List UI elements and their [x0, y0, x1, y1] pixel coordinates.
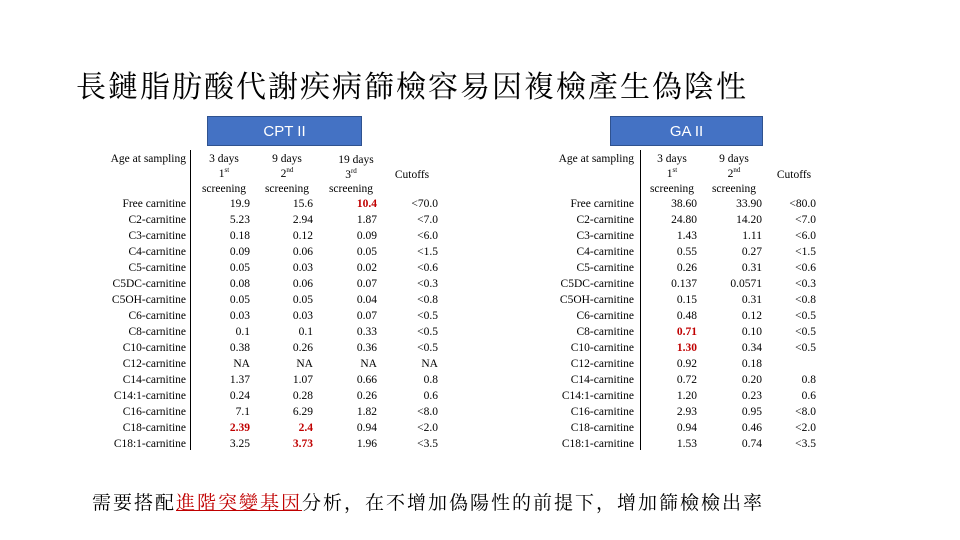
ga-cell-screening-1: 0.71	[676, 326, 697, 338]
cpt-cell-cutoff: <0.6	[417, 262, 438, 274]
ga-cell-screening-1: 0.92	[676, 358, 697, 370]
ga-divider	[640, 150, 641, 450]
ga-cell-cutoff: <0.8	[795, 294, 816, 306]
ga-cell-screening-1: 0.137	[671, 278, 697, 290]
ga-cell-cutoff: <0.5	[795, 326, 816, 338]
cpt-col3-ordinal: 3rd	[345, 167, 357, 181]
cpt-cell-screening-2: 0.03	[292, 262, 313, 274]
cpt-cell-cutoff: NA	[421, 358, 438, 370]
ga-cell-cutoff: <7.0	[795, 214, 816, 226]
ga-col1-screening: screening	[649, 183, 695, 195]
cpt-cell-screening-2: NA	[296, 358, 313, 370]
cpt-row-label: C8-carnitine	[128, 326, 186, 338]
ga-cell-screening-1: 0.48	[676, 310, 697, 322]
ga-row-label: C16-carnitine	[570, 406, 634, 418]
ga-cell-screening-2: 0.27	[741, 246, 762, 258]
ga-cell-cutoff: <2.0	[795, 422, 816, 434]
cpt-cell-screening-1: 0.1	[235, 326, 250, 338]
cpt-cell-screening-3: 0.02	[356, 262, 377, 274]
cpt-cell-cutoff: 0.6	[423, 390, 438, 402]
cpt-cell-screening-2: 15.6	[292, 198, 313, 210]
cpt-row-label: C12-carnitine	[122, 358, 186, 370]
cpt-row-label: C2-carnitine	[128, 214, 186, 226]
ga-row-label: C5-carnitine	[576, 262, 634, 274]
cpt-row-label: C16-carnitine	[122, 406, 186, 418]
cpt-cell-screening-1: 0.18	[229, 230, 250, 242]
cpt-col3-screening: screening	[328, 183, 374, 195]
ga-row-label: C14:1-carnitine	[561, 390, 634, 402]
cpt-cell-screening-1: 0.05	[229, 262, 250, 274]
ga-cell-screening-2: 0.0571	[730, 278, 762, 290]
cpt-cell-screening-3: 1.82	[356, 406, 377, 418]
ga-col2-screening: screening	[711, 183, 757, 195]
cpt-cell-screening-1: 0.24	[229, 390, 250, 402]
cpt-cell-screening-3: 0.09	[356, 230, 377, 242]
ga-cell-cutoff: <0.5	[795, 310, 816, 322]
cpt-cell-cutoff: <0.5	[417, 342, 438, 354]
ga-cell-screening-1: 0.26	[676, 262, 697, 274]
cpt-cutoffs-header: Cutoffs	[394, 169, 430, 181]
bottom-note-suffix: 分析，在不增加偽陽性的前提下，增加篩檢檢出率	[302, 492, 765, 514]
ga-cell-screening-1: 1.43	[676, 230, 697, 242]
cpt-cell-screening-3: 0.05	[356, 246, 377, 258]
cpt-cell-screening-1: 3.25	[229, 438, 250, 450]
cpt-cell-screening-2: 3.73	[292, 438, 313, 450]
cpt-cell-screening-3: 10.4	[356, 198, 377, 210]
cpt-cell-screening-1: 0.38	[229, 342, 250, 354]
ga-cell-screening-1: 24.80	[671, 214, 697, 226]
cpt-col1-screening: screening	[201, 183, 247, 195]
cpt-cell-screening-1: 7.1	[235, 406, 250, 418]
ga-cell-screening-2: 0.46	[741, 422, 762, 434]
bottom-note-prefix: 需要搭配	[92, 492, 177, 514]
cpt-cell-screening-3: 0.94	[356, 422, 377, 434]
cpt-cell-screening-1: 1.37	[229, 374, 250, 386]
ga-col1-days: 3 days	[657, 153, 687, 165]
slide-title: 長鏈脂肪酸代謝疾病篩檢容易因複檢產生偽陰性	[76, 70, 748, 105]
ga-col1-ordinal: 1st	[666, 166, 678, 180]
cpt-row-label: Free carnitine	[122, 198, 186, 210]
ga-row-label: C3-carnitine	[576, 230, 634, 242]
cpt-cell-screening-2: 0.12	[292, 230, 313, 242]
cpt-cell-cutoff: <0.5	[417, 326, 438, 338]
ga-cell-screening-1: 0.55	[676, 246, 697, 258]
cpt-cell-screening-3: 0.36	[356, 342, 377, 354]
ga-row-label: C18-carnitine	[570, 422, 634, 434]
ga-cell-cutoff: <0.6	[795, 262, 816, 274]
ga-cell-screening-2: 0.31	[741, 262, 762, 274]
ga-row-label: C10-carnitine	[570, 342, 634, 354]
cpt-row-label: C18-carnitine	[122, 422, 186, 434]
cpt-cell-screening-1: 2.39	[229, 422, 250, 434]
cpt-col2-ordinal: 2nd	[280, 166, 294, 180]
ga-cell-cutoff: 0.6	[801, 390, 816, 402]
ga-row-label: C12-carnitine	[570, 358, 634, 370]
cpt-cell-screening-2: 2.94	[292, 214, 313, 226]
ga-cell-cutoff: <3.5	[795, 438, 816, 450]
ga-cell-cutoff: <8.0	[795, 406, 816, 418]
cpt-age-header: Age at sampling	[110, 153, 186, 165]
ga-cell-cutoff: <1.5	[795, 246, 816, 258]
ga-cell-screening-1: 1.53	[676, 438, 697, 450]
bottom-note	[92, 488, 764, 515]
ga-col2-days: 9 days	[719, 153, 749, 165]
cpt-col2-days: 9 days	[272, 153, 302, 165]
ga-ii-header: GA II	[610, 116, 763, 146]
cpt-col1-ordinal: 1st	[218, 166, 230, 180]
cpt-cell-screening-2: 0.06	[292, 278, 313, 290]
ga-cell-screening-1: 1.30	[676, 342, 697, 354]
cpt-cell-screening-2: 2.4	[298, 422, 313, 434]
ga-row-label: C2-carnitine	[576, 214, 634, 226]
cpt-cell-screening-3: 0.66	[356, 374, 377, 386]
cpt-row-label: C5-carnitine	[128, 262, 186, 274]
ga-row-label: C18:1-carnitine	[561, 438, 634, 450]
cpt-cell-cutoff: <70.0	[411, 198, 438, 210]
ga-cell-screening-2: 14.20	[736, 214, 762, 226]
ga-cell-cutoff: <6.0	[795, 230, 816, 242]
cpt-row-label: C10-carnitine	[122, 342, 186, 354]
cpt-cell-screening-2: 0.06	[292, 246, 313, 258]
ga-cell-screening-2: 0.12	[741, 310, 762, 322]
cpt-cell-screening-3: 0.26	[356, 390, 377, 402]
ga-row-label: Free carnitine	[570, 198, 634, 210]
ga-row-label: C5DC-carnitine	[560, 278, 634, 290]
ga-cell-screening-2: 1.11	[742, 230, 762, 242]
cpt-cell-screening-1: 5.23	[229, 214, 250, 226]
ga-col2-ordinal: 2nd	[727, 166, 741, 180]
cpt-row-label: C18:1-carnitine	[113, 438, 186, 450]
cpt-cell-cutoff: <6.0	[417, 230, 438, 242]
cpt-cell-screening-3: 0.33	[356, 326, 377, 338]
cpt-col2-screening: screening	[264, 183, 310, 195]
ga-cell-cutoff: 0.8	[801, 374, 816, 386]
ga-cell-screening-2: 0.10	[741, 326, 762, 338]
ga-cell-screening-2: 0.18	[741, 358, 762, 370]
cpt-cell-screening-2: 0.26	[292, 342, 313, 354]
cpt-cell-screening-3: NA	[360, 358, 377, 370]
cpt-cell-cutoff: <8.0	[417, 406, 438, 418]
cpt-cell-screening-1: NA	[233, 358, 250, 370]
cpt-row-label: C3-carnitine	[128, 230, 186, 242]
cpt-col1-days: 3 days	[209, 153, 239, 165]
cpt-cell-cutoff: 0.8	[423, 374, 438, 386]
cpt-cell-screening-1: 0.05	[229, 294, 250, 306]
cpt-cell-screening-2: 0.1	[298, 326, 313, 338]
bottom-note-highlight: 進階突變基因	[176, 492, 303, 514]
cpt-cell-screening-1: 0.08	[229, 278, 250, 290]
ga-cell-screening-1: 0.94	[676, 422, 697, 434]
cpt-cell-screening-1: 19.9	[229, 198, 250, 210]
ga-row-label: C6-carnitine	[576, 310, 634, 322]
cpt-row-label: C4-carnitine	[128, 246, 186, 258]
ga-cell-screening-2: 0.95	[741, 406, 762, 418]
ga-row-label: C4-carnitine	[576, 246, 634, 258]
cpt-cell-screening-3: 1.87	[356, 214, 377, 226]
ga-row-label: C5OH-carnitine	[559, 294, 634, 306]
ga-cutoffs-header: Cutoffs	[776, 169, 812, 181]
cpt-row-label: C14:1-carnitine	[113, 390, 186, 402]
ga-cell-screening-1: 38.60	[671, 198, 697, 210]
cpt-cell-screening-2: 0.28	[292, 390, 313, 402]
cpt-ii-header: CPT II	[207, 116, 362, 146]
cpt-cell-screening-1: 0.03	[229, 310, 250, 322]
cpt-cell-screening-2: 0.03	[292, 310, 313, 322]
cpt-cell-cutoff: <1.5	[417, 246, 438, 258]
cpt-cell-screening-2: 6.29	[292, 406, 313, 418]
ga-cell-cutoff: <0.3	[795, 278, 816, 290]
ga-cell-screening-2: 0.31	[741, 294, 762, 306]
cpt-cell-cutoff: <7.0	[417, 214, 438, 226]
ga-row-label: C14-carnitine	[570, 374, 634, 386]
ga-cell-screening-1: 1.20	[676, 390, 697, 402]
cpt-col3-days: 19 days	[338, 154, 374, 166]
ga-cell-screening-2: 33.90	[736, 198, 762, 210]
cpt-row-label: C5DC-carnitine	[112, 278, 186, 290]
cpt-cell-screening-2: 0.05	[292, 294, 313, 306]
ga-cell-screening-2: 0.20	[741, 374, 762, 386]
cpt-cell-cutoff: <2.0	[417, 422, 438, 434]
ga-cell-cutoff: <0.5	[795, 342, 816, 354]
cpt-cell-cutoff: <3.5	[417, 438, 438, 450]
ga-cell-screening-1: 0.72	[676, 374, 697, 386]
cpt-cell-cutoff: <0.8	[417, 294, 438, 306]
ga-row-label: C8-carnitine	[576, 326, 634, 338]
ga-cell-screening-2: 0.34	[741, 342, 762, 354]
cpt-cell-screening-3: 0.07	[356, 278, 377, 290]
cpt-cell-screening-3: 0.04	[356, 294, 377, 306]
cpt-cell-cutoff: <0.3	[417, 278, 438, 290]
cpt-cell-cutoff: <0.5	[417, 310, 438, 322]
cpt-cell-screening-1: 0.09	[229, 246, 250, 258]
cpt-cell-screening-3: 0.07	[356, 310, 377, 322]
ga-cell-screening-1: 2.93	[676, 406, 697, 418]
cpt-row-label: C14-carnitine	[122, 374, 186, 386]
ga-cell-screening-1: 0.15	[676, 294, 697, 306]
cpt-cell-screening-2: 1.07	[292, 374, 313, 386]
ga-cell-screening-2: 0.23	[741, 390, 762, 402]
ga-age-header: Age at sampling	[558, 153, 634, 165]
cpt-row-label: C6-carnitine	[128, 310, 186, 322]
cpt-cell-screening-3: 1.96	[356, 438, 377, 450]
ga-cell-cutoff: <80.0	[789, 198, 816, 210]
ga-cell-screening-2: 0.74	[741, 438, 762, 450]
cpt-row-label: C5OH-carnitine	[111, 294, 186, 306]
